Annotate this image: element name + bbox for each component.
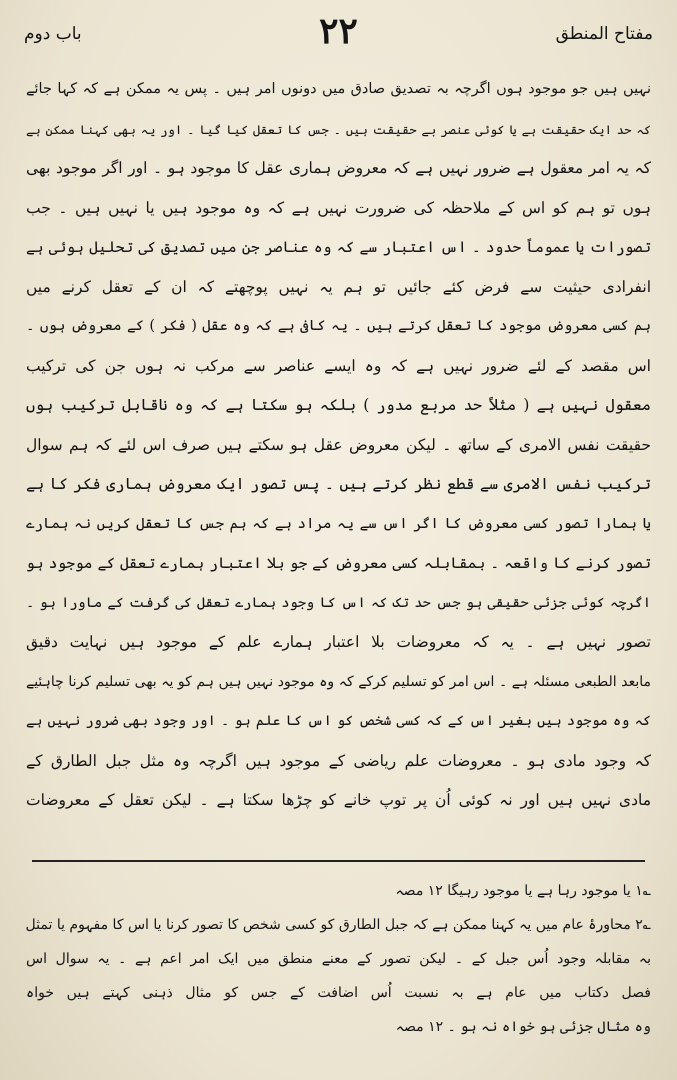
text-line: انفرادی حیثیت سے فرض کئے جائیں تو ہم یہ نہیں پوچھتے کہ ان کے تعقل کرنے میں [26,277,651,296]
footnotes [26,874,651,1044]
footnote-divider [32,860,645,862]
chapter-label: باب دوم [24,24,82,44]
footnote-line: وہ مثال جزئی ہو خواہ نہ ہو ۔ ۱۲ مصہ [395,1019,651,1035]
text-line: کہ وہ موجود ہیں بغیر اس کے کہ کسی شخص کو اس کا علم ہو ۔ اور وجود بھی ضرور نہیں ہے [26,713,651,729]
text-line: ہم کسی معروض موجود کا تعقل کرتے ہیں ۔ یہ کافی ہے کہ وہ عقل ( فکر ) کے معروض ہوں ۔ [26,318,651,334]
text-line: نہیں ہیں جو موجود ہوں اگرچہ بہ تصدیق صادق میں دونوں امر ہیں ۔ پس یہ ممکن ہے کہ کہا جائے [26,81,651,97]
text-line: یا ہمارا تصور کسی معروض کا اگر اس سے یہ مراد ہے کہ ہم جس کا تعقل کریں نہ ہمارے [26,515,651,532]
text-line: کہ وجود مادی ہو ۔ معروضات علم ریاضی کے موجود ہیں اگرچہ وہ مثل جبل الطارق کے [26,751,651,770]
text-line: تصورات یا عموماً حدود ۔ اس اعتبار سے کہ وہ عناصر جن میں تصدیق کی تحلیل ہوئی ہے [26,238,651,256]
text-line: حقیقت نفس الامری کے ساتھ ۔ لیکن معروض عقل ہو سکتے ہیں صرف اس لئے کہ ہم سوال [26,435,651,454]
text-line: مادی نہیں ہیں اور نہ کوئی اُن پر توپ خانے کو چڑھا سکتا ہے ۔ لیکن تعقل کے معروضات [26,791,651,809]
page-number: ۲۲ [319,10,358,52]
book-title: مفتاح المنطق [555,24,653,44]
text-line: اگرچہ کوئی جزئی حقیقی ہو جس حد تک کہ اس کا وجود ہمارے تعقل کی گرفت کے ماورا ہو ۔ [26,594,651,611]
text-line: معقول نہیں ہے ( مثلاً حد مربع مدور ) بلکہ ہو سکتا ہے کہ وہ ناقابل ترکیب ہوں [26,396,651,414]
text-line: اس مقصد کے لئے ضرور نہیں ہے کہ وہ ایسے عناصر سے مرکب نہ ہوں جن کی ترکیب [26,356,651,375]
footnote-line: بہ مقابلہ وجود اُس جبل کے ۔ لیکن تصور کے معنے منطق میں ایک امر اعم ہے ۔ یہ سوال اس [26,951,651,967]
page-header [24,10,653,54]
text-line: مابعد الطبعی مسئلہ ہے ۔ اس امر کو تسلیم کرکے کہ وہ موجود نہیں ہیں ہم کو یہ بھی تسلیم کرنا چاہئیے [26,673,651,690]
text-line: تصور نہیں ہے ۔ یہ کہ معروضات بلا اعتبار ہمارے علم کے موجود ہیں نہایت دقیق [26,633,651,651]
footnote-line: ؎۲ محاورۂ عام میں یہ کہنا ممکن ہے کہ جبل الطارق کو کسی شخص کا تصور کرنا یا اس کا مفہوم یا تمثل [26,917,651,933]
text-line: کہ حد ایک حقیقت ہے یا کوئی عنصر بے حقیقت ہیں ۔ جس کا تعقل کیا گیا ۔ اور یہ بھی کہنا ممکن ہے [26,121,651,137]
footnote-line: فصل دکتاب میں عام ہے بہ نسبت اُس اضافت کے جس کو مثال ذہنی کہتے ہیں خواہ [26,985,651,1001]
text-line: ترکیب نفس الامری سے قطع نظر کرتے ہیں ۔ پس تصور ایک معروض ہماری فکر کا ہے [26,475,651,493]
text-line: ہوں تو ہم کو اس کے ملاحظہ کی ضرورت نہیں ہے کہ وہ موجود ہیں یا نہیں ہیں ۔ جب [26,198,651,217]
text-line: کہ یہ امر معقول ہے ضرور نہیں ہے کہ معروض ہماری عقل کا موجود ہو ۔ اور اگر موجود بھی [26,159,651,177]
footnote-line: ؎۱ یا موجود رہا ہے یا موجود رہیگا ۱۲ مصہ [395,883,651,899]
main-text [26,70,651,821]
text-line: تصور کرنے کا واقعہ ۔ بمقابلہ کسی معروض کے جو بلا اعتبار ہمارے تعقل کے موجود ہو [26,554,651,572]
